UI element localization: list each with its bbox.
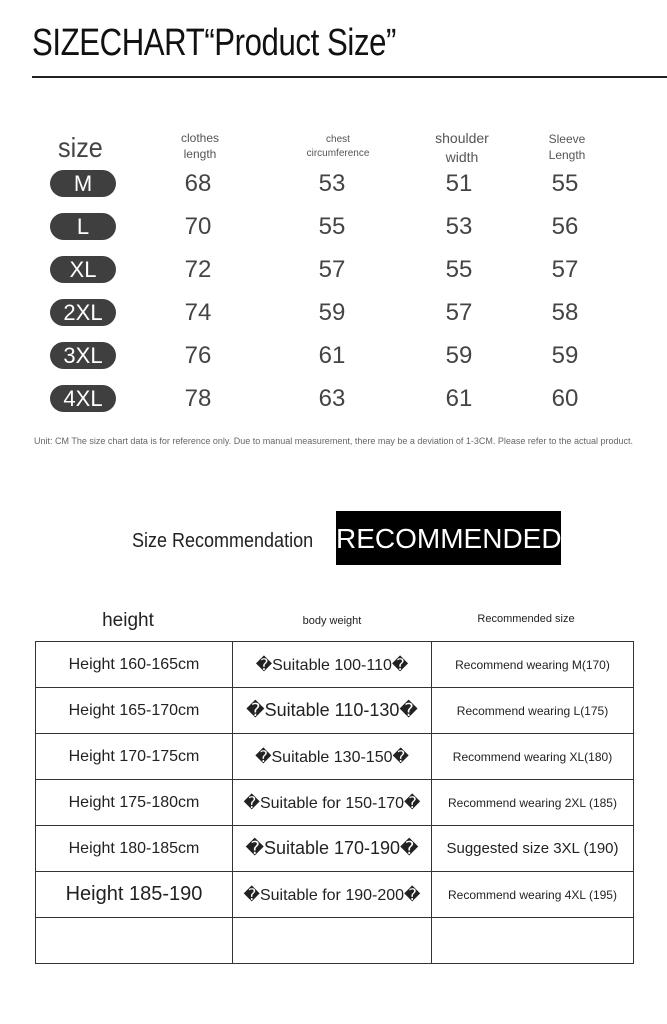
value-sleeve: 57 [551,256,579,283]
weight-cell: �Suitable 100-110� [233,642,432,688]
size-badge: XL [50,256,116,283]
page-title: SIZECHART“Product Size” [32,22,397,64]
value-shoulder: 57 [445,299,473,326]
size-cell: Recommend wearing M(170) [432,642,634,688]
value-chest: 63 [318,385,346,412]
size-badge: 3XL [50,342,116,369]
value-sleeve: 59 [551,342,579,369]
size-cell: Recommend wearing 4XL (195) [432,872,634,918]
measurement-note: Unit: CM The size chart data is for reference only. Due to manual measurement, there may be a deviation of 1-3CM. Please refer to the actual product. [34,436,633,446]
value-sleeve: 58 [551,299,579,326]
header-sleeve-length [527,131,607,163]
header-line: circumference [306,147,370,159]
value-sleeve: 60 [551,385,579,412]
header-line: clothes [180,131,220,145]
value-chest: 53 [318,170,346,197]
size-badge: 4XL [50,385,116,412]
value-clothes-length: 70 [184,213,212,240]
value-clothes-length: 74 [184,299,212,326]
size-badge: 2XL [50,299,116,326]
header-line: chest [326,134,350,145]
table-row [36,688,634,734]
recommended-badge: RECOMMENDED [336,511,561,565]
value-chest: 61 [318,342,346,369]
weight-cell: �Suitable for 190-200� [233,872,432,918]
size-cell: Recommend wearing 2XL (185) [432,780,634,826]
header-shoulder-width [420,129,504,167]
value-clothes-length: 76 [184,342,212,369]
size-cell: Recommend wearing L(175) [432,688,634,734]
value-clothes-length: 68 [184,170,212,197]
value-shoulder: 59 [445,342,473,369]
header-line: width [445,148,479,165]
height-cell: Height 180-185cm [36,826,233,872]
value-clothes-length: 78 [184,385,212,412]
table-row [36,642,634,688]
value-chest: 55 [318,213,346,240]
size-cell: Suggested size 3XL (190) [432,826,634,872]
weight-cell: �Suitable 110-130� [233,688,432,734]
table-row [36,872,634,918]
value-chest: 59 [318,299,346,326]
value-shoulder: 61 [445,385,473,412]
height-cell: Height 185-190 [36,872,233,918]
header-clothes-length [160,130,240,162]
size-badge: L [50,213,116,240]
title-divider [32,76,667,78]
height-cell: Height 160-165cm [36,642,233,688]
header-recommended-size: Recommended size [477,613,575,625]
value-sleeve: 56 [551,213,579,240]
value-shoulder: 53 [445,213,473,240]
weight-cell: �Suitable 170-190� [233,826,432,872]
height-cell: Height 170-175cm [36,734,233,780]
header-line: length [183,147,217,162]
height-cell: Height 165-170cm [36,688,233,734]
table-row [36,918,634,964]
table-row [36,826,634,872]
header-line: Length [548,148,586,163]
weight-cell: �Suitable 130-150� [233,734,432,780]
value-clothes-length: 72 [184,256,212,283]
height-cell [36,918,233,964]
value-sleeve: 55 [551,170,579,197]
value-shoulder: 51 [445,170,473,197]
size-badge: M [50,170,116,197]
header-line: Sleeve [548,132,586,146]
table-row [36,734,634,780]
size-column-header: size [58,132,103,163]
height-cell: Height 175-180cm [36,780,233,826]
header-height: height [102,610,154,631]
size-cell [432,918,634,964]
size-cell: Recommend wearing XL(180) [432,734,634,780]
header-line: shoulder [435,130,489,146]
recommendation-table [35,641,634,964]
size-recommendation-label: Size Recommendation [132,530,314,552]
header-chest-circumference [288,133,388,160]
value-chest: 57 [318,256,346,283]
table-row [36,780,634,826]
value-shoulder: 55 [445,256,473,283]
header-body-weight: body weight [302,615,362,627]
weight-cell [233,918,432,964]
weight-cell: �Suitable for 150-170� [233,780,432,826]
